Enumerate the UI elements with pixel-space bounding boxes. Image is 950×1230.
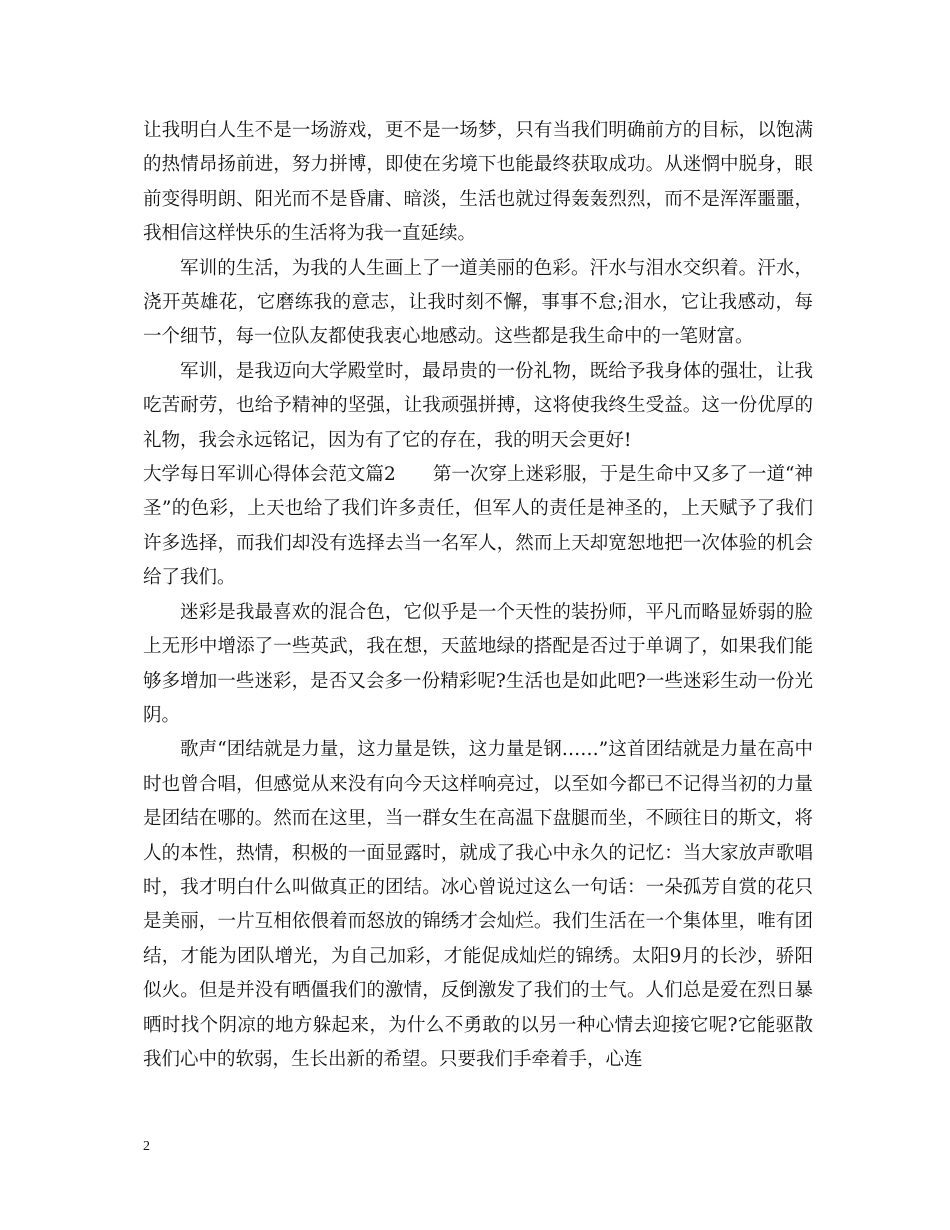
- page-number: 2: [143, 1139, 150, 1154]
- paragraph-4: 大学每日军训心得体会范文篇2 第一次穿上迷彩服，于是生命中又多了一道“神圣”的色彩，上天也给了我们许多责任，但军人的责任是神圣的，上天赋予了我们许多选择，而我们却没有选择去当一名军人，然而上天却宽恕地把一次体验的机会给了我们。: [143, 464, 813, 589]
- paragraph-6: 歌声“团结就是力量，这力量是铁，这力量是钢……”这首团结就是力量在高中时也曾合唱，但感觉从来没有向今天这样响亮过，以至如今都已不记得当初的力量是团结在哪的。然而在这里，当一群女生在高温下盘腿而坐，不顾往日的斯文，将人的本性，热情，积极的一面显露时，就成了我心中永久的记忆：当大家放声歌唱时，我才明白什么叫做真正的团结。冰心曾说过这么一句话：一朵孤芳自赏的花只是美丽，一片互相依偎着而怒放的锦绣才会灿烂。我们生活在一个集体里，唯有团结，才能为团队增光，为自己加彩，才能促成灿烂的锦绣。太阳9月的长沙，骄阳似火。但是并没有晒僵我们的激情，反倒激发了我们的士气。人们总是爱在烈日暴晒时找个阴凉的地方躲起来，为什么不勇敢的以另一种心情去迎接它呢?它能驱散我们心中的软弱，生长出新的希望。只要我们手牵着手，心连: [143, 739, 813, 1070]
- paragraph-3: 军训，是我迈向大学殿堂时，最昂贵的一份礼物，既给予我身体的强壮，让我吃苦耐劳，也给予精神的坚强，让我顽强拼搏，这将使我终生受益。这一份优厚的礼物，我会永远铭记，因为有了它的存在，我的明天会更好!: [143, 360, 813, 451]
- paragraph-5: 迷彩是我最喜欢的混合色，它似乎是一个天性的装扮师，平凡而略显娇弱的脸上无形中增添了一些英武，我在想，天蓝地绿的搭配是否过于单调了，如果我们能够多增加一些迷彩，是否又会多一份精彩呢?生活也是如此吧?一些迷彩生动一份光阴。: [143, 601, 813, 726]
- paragraph-1: 让我明白人生不是一场游戏，更不是一场梦，只有当我们明确前方的目标，以饱满的热情昂扬前进，努力拼博，即使在劣境下也能最终获取成功。从迷惘中脱身，眼前变得明朗、阳光而不是昏庸、暗淡，生活也就过得轰轰烈烈，而不是浑浑噩噩，我相信这样快乐的生活将为我一直延续。: [143, 120, 813, 245]
- document-body: [143, 114, 813, 1077]
- paragraph-2: 军训的生活，为我的人生画上了一道美丽的色彩。汗水与泪水交织着。汗水，浇开英雄花，它磨练我的意志，让我时刻不懈，事事不怠;泪水，它让我感动，每一个细节，每一位队友都使我衷心地感动。这些都是我生命中的一笔财富。: [143, 257, 813, 348]
